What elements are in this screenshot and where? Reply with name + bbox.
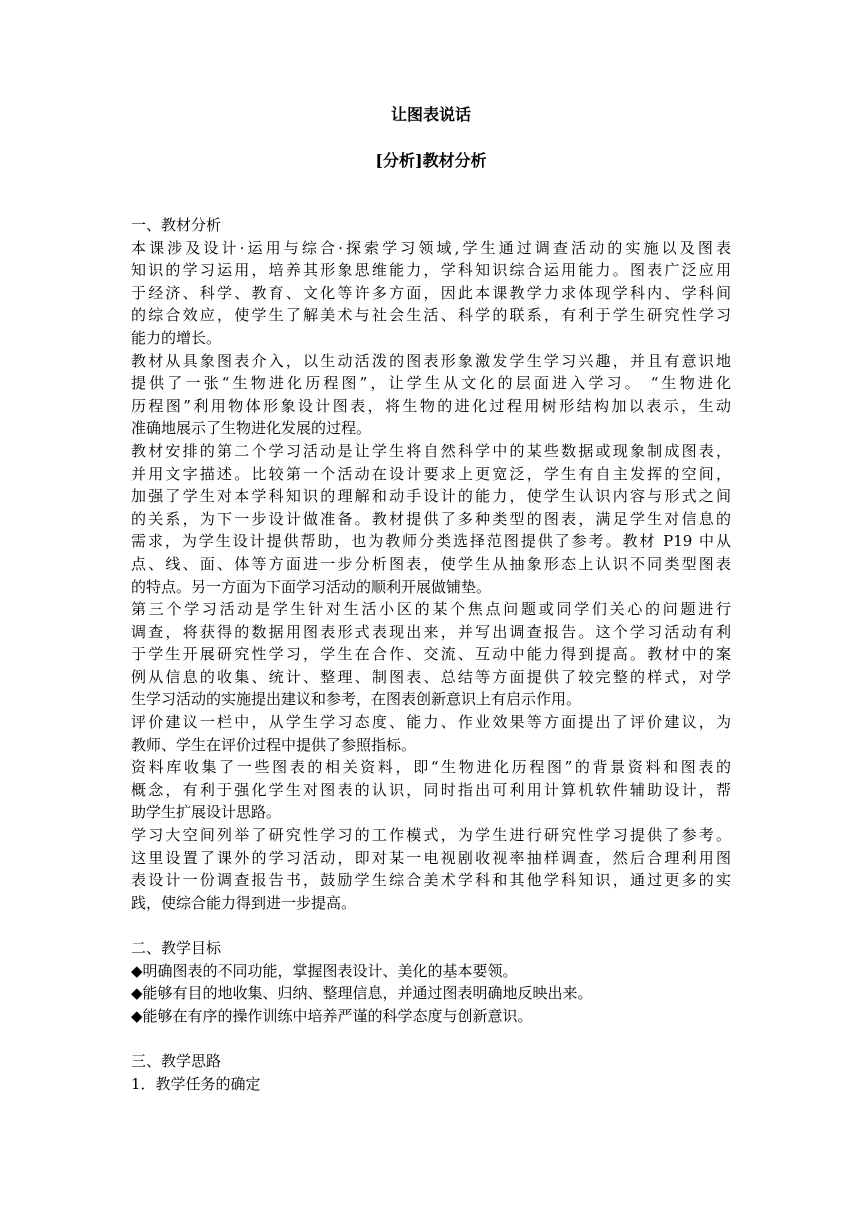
paragraph-line: 点、线、面、体等方面进一步分析图表，使学生从抽象形态上认识不同类型图表 <box>131 554 731 573</box>
paragraph-line: 能力的增长。 <box>131 328 222 347</box>
spacer <box>131 1027 731 1050</box>
paragraph-line: 历程图”利用物体形象设计图表，将生物的进化过程用树形结构加以表示，生动 <box>131 396 731 415</box>
paragraph-line: 加强了学生对本学科知识的理解和动手设计的能力，使学生认识内容与形式之间 <box>131 487 731 506</box>
paragraph-line: 需求，为学生设计提供帮助，也为教师分类选择范图提供了参考。教材 P19 中从 <box>131 532 731 551</box>
paragraph-line: 并用文字描述。比较第一个活动在设计要求上更宽泛，学生有自主发挥的空间， <box>131 464 731 483</box>
paragraph-line: 知识的学习运用，培养其形象思维能力，学科知识综合运用能力。图表广泛应用 <box>131 261 731 280</box>
paragraph-line: 概念，有利于强化学生对图表的认识，同时指出可利用计算机软件辅助设计，帮 <box>131 780 731 799</box>
paragraph-line: 评价建议一栏中，从学生学习态度、能力、作业效果等方面提出了评价建议，为 <box>131 713 731 732</box>
paragraph-line: 教师、学生在评价过程中提供了参照指标。 <box>131 735 417 754</box>
paragraph-line: 教材安排的第二个学习活动是让学生将自然科学中的某些数据或现象制成图表， <box>131 441 731 460</box>
section-heading: 一、教材分析 <box>131 216 222 234</box>
paragraph-line: 的关系，为下一步设计做准备。教材提供了多种类型的图表，满足学生对信息的 <box>131 509 731 528</box>
list-item: ◆能够在有序的操作训练中培养严谨的科学态度与创新意识。 <box>131 1006 533 1025</box>
paragraph-line: 的特点。另一方面为下面学习活动的顺利开展做铺垫。 <box>131 577 492 596</box>
paragraph-line: 生学习活动的实施提出建议和参考，在图表创新意识上有启示作用。 <box>131 690 582 709</box>
list-item: ◆能够有目的地收集、归纳、整理信息，并通过图表明确地反映出来。 <box>131 984 593 1003</box>
paragraph-line: 例从信息的收集、统计、整理、制图表、总结等方面提供了较完整的样式，对学 <box>131 667 731 686</box>
section-heading: 二、教学目标 <box>131 939 222 957</box>
paragraph-line: 的综合效应，使学生了解美术与社会生活、科学的联系，有利于学生研究性学习 <box>131 306 731 325</box>
paragraph-line: 于学生开展研究性学习，学生在合作、交流、互动中能力得到提高。教材中的案 <box>131 645 731 664</box>
paragraph-line: 准确地展示了生物进化发展的过程。 <box>131 419 372 438</box>
paragraph-line: 提供了一张“生物进化历程图”，让学生从文化的层面进入学习。 “生物进化 <box>131 374 731 393</box>
section-heading: 三、教学思路 <box>131 1051 222 1070</box>
paragraph-line: 第三个学习活动是学生针对生活小区的某个焦点问题或同学们关心的问题进行 <box>131 600 731 619</box>
document-subtitle: [分析]教材分析 <box>375 151 487 170</box>
spacer <box>131 914 731 937</box>
paragraph-line: 这里设置了课外的学习活动，即对某一电视剧收视率抽样调查，然后合理利用图 <box>131 848 731 867</box>
paragraph-line: 助学生扩展设计思路。 <box>131 803 282 822</box>
document-title: 让图表说话 <box>390 105 471 124</box>
paragraph-line: 教材从具象图表介入，以生动活泼的图表形象激发学生学习兴趣，并且有意识地 <box>131 351 731 370</box>
paragraph-line: 学习大空间列举了研究性学习的工作模式，为学生进行研究性学习提供了参考。 <box>131 826 731 845</box>
paragraph-line: 践，使综合能力得到进一步提高。 <box>131 893 357 912</box>
document-body <box>131 214 731 1095</box>
paragraph-line: 本课涉及设计·运用与综合·探索学习领域,学生通过调查活动的实施以及图表 <box>131 238 731 257</box>
paragraph-line: 资料库收集了一些图表的相关资料，即“生物进化历程图”的背景资料和图表的 <box>131 758 731 777</box>
paragraph-line: 表设计一份调查报告书，鼓励学生综合美术学科和其他学科知识，通过更多的实 <box>131 871 731 890</box>
sub-heading: 1．教学任务的确定 <box>131 1074 261 1093</box>
paragraph-line: 调查，将获得的数据用图表形式表现出来，并写出调查报告。这个学习活动有利 <box>131 622 731 641</box>
list-item: ◆明确图表的不同功能，掌握图表设计、美化的基本要领。 <box>131 961 518 980</box>
paragraph-line: 于经济、科学、教育、文化等许多方面，因此本课教学力求体现学科内、学科间 <box>131 283 731 302</box>
